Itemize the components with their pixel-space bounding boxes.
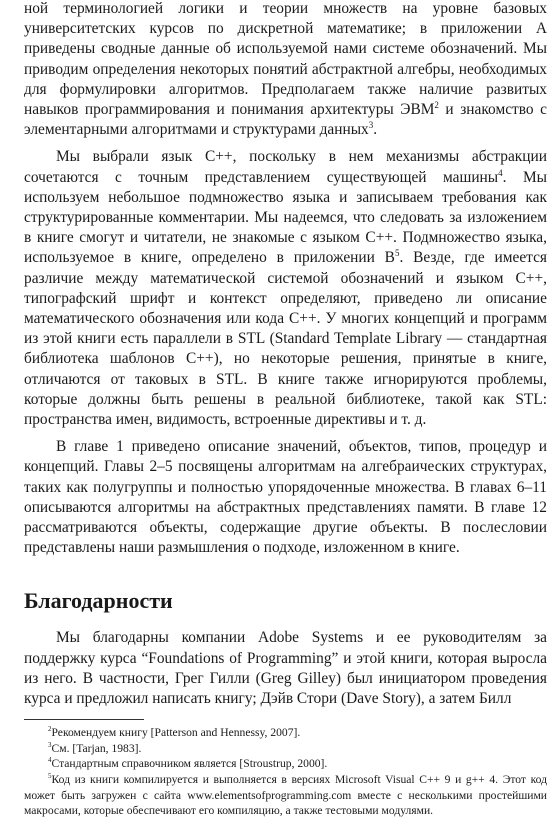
paragraph-language-choice (24, 147, 547, 430)
paragraph-text: . Мы используем небольшое подмножество языка и записываем требования как структурированные комментарии. Мы надеемся, что следовать за изложением в книге смогут и читатели, не знакомые с языком C++. Подмножество языка, используемое в книге, определено в приложении B (24, 168, 547, 267)
paragraph-acknowledgments: Мы благодарны компании Adobe Systems и ее руководителям за поддержку курса “Foundations of Programming” и этой книги, которая выросла из него. В частности, Грег Гилли (Greg Gilley) был инициатором проведения курса и предложил написать книгу; Дэйв Стори (Dave Story), а затем Билл (24, 629, 547, 708)
footnotes (24, 725, 547, 819)
footnote-3 (24, 741, 547, 757)
footnote-ref-3[interactable]: 3 (368, 120, 374, 131)
footnote-5 (24, 772, 547, 819)
footnote-text: Стандартным справочником является [Stroustrup, 2000]. (51, 757, 328, 771)
footnote-text: См. [Tarjan, 1983]. (51, 741, 142, 755)
footnote-mark: 2 (48, 725, 52, 734)
footnote-ref-5[interactable]: 5 (394, 248, 400, 259)
paragraph-text: Мы выбрали язык C++, поскольку в нем механизмы абстракции сочетаются с точным представлением существующей машины (24, 148, 547, 186)
footnote-mark: 4 (48, 756, 52, 765)
footnote-text: Рекомендуем книгу [Patterson and Hennessy, 2007]. (51, 726, 301, 740)
footnote-ref-2[interactable]: 2 (434, 100, 439, 111)
footnote-2 (24, 725, 547, 741)
paragraph-text: . Везде, где имеется различие между математической системой обозначений и языком C++, типографский шрифт и контекст определяют, приведено ли описание математического обозначения или кода C++. У многих концепций и программ из этой книги есть параллели в STL (Standard Template Library — стандартная библиотека шаблонов C++), но некоторые решения, принятые в книге, отличаются от таковых в STL. В книге также игнорируются проблемы, которые должны быть решены в реальной библиотеке, такой как STL: пространства имен, видимость, встроенные директивы и т. д. (24, 249, 547, 429)
paragraph-text: ной терминологией логики и теории множеств на уровне базовых университетских курсов по дискретной математике; в приложении A приведены сводные данные об используемой нами системе обозначений. Мы приводим определения некоторых понятий абстрактной алгебры, необходимых для формулировки алгоритмов. Предполагаем также наличие развитых навыков программирования и понимания архитектуры ЭВМ (24, 0, 547, 119)
footnote-mark: 3 (48, 740, 52, 749)
footnote-ref-4[interactable]: 4 (498, 167, 503, 178)
footnote-text: Код из книги компилируется и выполняется в версиях Microsoft Visual C++ 9 и g++ 4. Этот код может быть загружен с сайта www.elementsofprogramming.com вместе с несколькими простейшими макросами, которые обеспечивают его компиляцию, а также тестовыми модулями. (24, 773, 547, 818)
footnote-mark: 5 (48, 772, 52, 781)
paragraph-text: и знакомство с элементарными алгоритмами и структурами данных (24, 101, 547, 139)
body-text (24, 0, 547, 709)
paragraph-text: . (373, 121, 378, 139)
section-heading-acknowledgments: Благодарности (24, 588, 173, 614)
footnote-4 (24, 756, 547, 772)
paragraph-prerequisites (24, 0, 547, 140)
paragraph-chapter-overview: В главе 1 приведено описание значений, объектов, типов, процедур и концепций. Главы 2–5 посвящены алгоритмам на алгебраических структурах, таких как полугруппы и полностью упорядоченные множества. В главах 6–11 описываются алгоритмы на абстрактных представлениях памяти. В главе 12 рассматриваются объекты, содержащие другие объекты. В послесловии представлены наши размышления о подходе, изложенном в книге. (24, 438, 547, 557)
footnote-divider (24, 719, 144, 720)
